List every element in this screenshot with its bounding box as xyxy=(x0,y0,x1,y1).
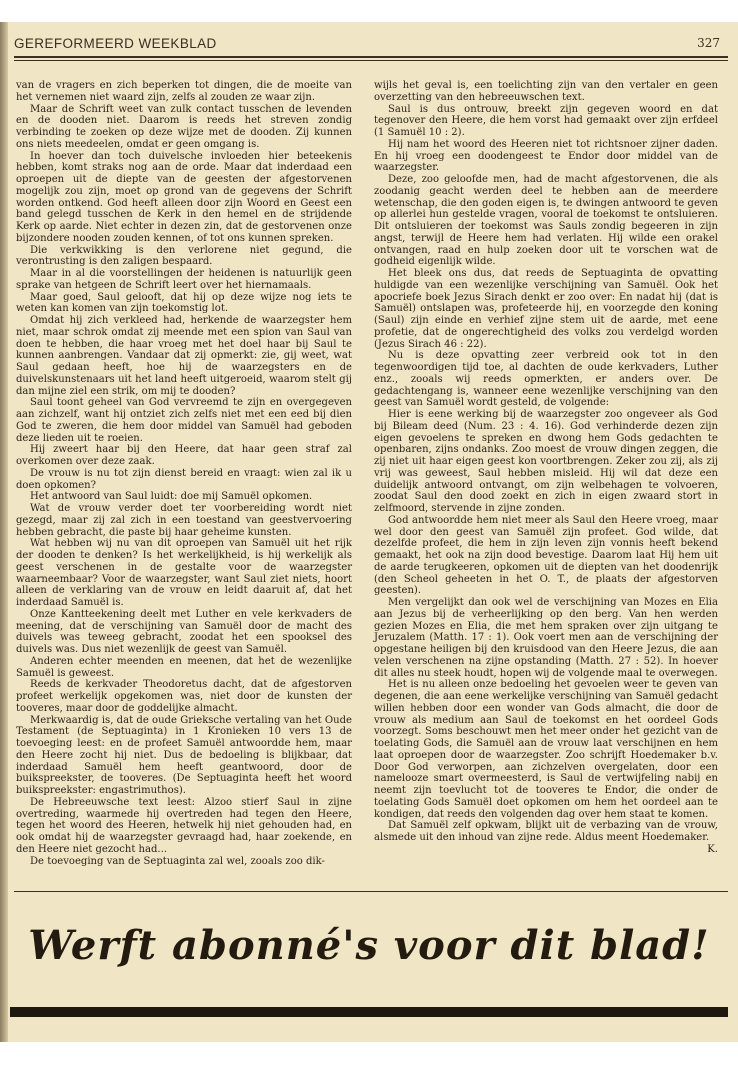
left-column xyxy=(16,80,352,867)
header-rule-thin xyxy=(14,60,728,61)
author-signature: K. xyxy=(707,843,718,855)
publication-title: GEREFORMEERD WEEKBLAD xyxy=(14,36,217,51)
paragraph: Merkwaardig is, dat de oude Grieksche vertaling van het Oude Testament (de Septuaginta) in 1 Kronieken 10 vers 13 de toevoeging leest: en de profeet Samuël antwoordde hem, maar den Heere zocht hij niet. Dus de bedoeling is blijkbaar, dat inderdaad Samuël hem heeft geantwoord, door de buikspreekster, de tooveres. (De Septuaginta heeft het woord buikspreekster: engastrimuthos). xyxy=(16,714,352,796)
paragraph: Maar goed, Saul gelooft, dat hij op deze wijze nog iets te weten kan komen van zijn toekomstig lot. xyxy=(16,291,352,315)
paragraph: Wat de vrouw verder doet ter voorbereiding wordt niet gezegd, maar zij zal zich in een toestand van geestvervoering hebben gebracht, die paste bij haar geheime kunsten. xyxy=(16,503,352,538)
paragraph: Hij nam het woord des Heeren niet tot richtsnoer zijner daden. En hij vroeg een doodengeest te Endor door middel van de waarzegster. xyxy=(374,138,718,174)
footer-bar xyxy=(10,1007,728,1017)
page-binding-edge xyxy=(0,22,8,1042)
paragraph: van de vragers en zich beperken tot dingen, die de moeite van het vernemen niet waard zijn, zelfs al zouden ze waar zijn. xyxy=(16,80,352,103)
paragraph: Wat hebben wij nu van dit oproepen van Samuël uit het rijk der dooden te denken? Is het werkelijkheid, is hij werkelijk als geest verschenen in de gestalte voor de waarzegster waarneembaar? Voor de waarzegster, want Saul ziet niets, hoort alleen de verklaring van de vrouw en leidt daaruit af, dat het inderdaad Samuël is. xyxy=(16,538,352,608)
subscription-slogan: Werft abonné's voor dit blad! xyxy=(28,922,710,969)
paragraph: Saul toont geheel van God vervreemd te zijn en overgegeven aan zichzelf, want hij ontziet zich zelfs niet met een eed bij dien God te zweren, die hem door middel van Samuël had geboden deze lieden uit te roeien. xyxy=(16,397,352,444)
paragraph: De vrouw is nu tot zijn dienst bereid en vraagt: wien zal ik u doen opkomen? xyxy=(16,467,352,491)
paragraph: In hoever dan toch duivelsche invloeden hier beteekenis hebben, komt straks nog aan de orde. Maar dat inderdaad een oproepen uit de diepte van de geesten der afgestorvenen mogelijk zou zijn, moet op grond van de gegevens der Schrift worden ontkend. God heeft alleen door zijn Woord en Geest een band gelegd tusschen de Kerk in den hemel en de strijdende Kerk op aarde. Niet echter in dezen zin, dat de gestorvenen onze bijzondere nooden zouden kennen, of tot ons kunnen spreken. xyxy=(16,150,352,244)
paragraph: Dat Samuël zelf opkwam, blijkt uit de verbazing van de vrouw, alsmede uit den inhoud van zijne rede. Aldus meent Hoedemaker. xyxy=(374,820,718,843)
right-column xyxy=(374,80,718,856)
paragraph: Men vergelijkt dan ook wel de verschijning van Mozes en Elia aan Jezus bij de verheerlijking op den berg. Van hen werden gezien Mozes en Elia, die met hem spraken over zijn uitgang te Jeruzalem (Matth. 17 : 1). Ook voert men aan de verschijning der opgestane heiligen bij den kruisdood van den Heere Jezus, die aan velen verschenen na zijne opstanding (Matth. 27 : 52). In hoever dit alles nu steek houdt, hopen wij de volgende maal te overwegen. xyxy=(374,597,718,679)
paragraph: De toevoeging van de Septuaginta zal wel, zooals zoo dik- xyxy=(30,855,325,867)
paragraph: Maar de Schrift weet van zulk contact tusschen de levenden en de dooden niet. Daarom is reeds het streven zondig verbinding te zoeken op deze wijze met de dooden. Zij kunnen ons niets meedeelen, omdat er geen omgang is. xyxy=(16,103,352,150)
paragraph: Omdat hij zich verkleed had, herkende de waarzegster hem niet, maar schrok omdat zij meende met een spion van Saul van doen te hebben, die haar vroeg met het doel haar bij Saul te kunnen aanbrengen. Vandaar dat zij opmerkt: zie, gij weet, wat Saul gedaan heeft, hoe hij de waarzegsters en de duivelskunstenaars uit het land heeft uitgeroeid, waarom stelt gij dan mijne ziel een strik, om mij te dooden? xyxy=(16,315,352,397)
paragraph: Nu is deze opvatting zeer verbreid ook tot in den tegenwoordigen tijd toe, al dachten de oude kerkvaders, Luther enz., zooals wij reeds opmerkten, er anders over. De gedachtengang is, wanneer eene wezenlijke verschijning van den geest van Samuël wordt gesteld, de volgende: xyxy=(374,350,718,409)
paragraph: Anderen echter meenden en meenen, dat het de wezenlijke Samuël is geweest. xyxy=(16,655,352,679)
signature-line xyxy=(374,844,718,856)
paragraph: De Hebreeuwsche text leest: Alzoo stierf Saul in zijne overtreding, waarmede hij overtreden had tegen den Heere, tegen het woord des Heeren, hetwelk hij niet gehouden had, en ook omdat hij de waarzegster gevraagd had, haar zoekende, en den Heere niet gezocht had... xyxy=(16,796,352,855)
paragraph: Onze Kantteekening deelt met Luther en vele kerkvaders de meening, dat de verschijning van Samuël door de macht des duivels was teweeg gebracht, zoodat het een spooksel des duivels was. Dus niet wezenlijk de geest van Samuël. xyxy=(16,608,352,655)
paragraph: Deze, zoo geloofde men, had de macht afgestorvenen, die als zoodanig geacht werden deel te hebben aan de meerdere wetenschap, die den goden eigen is, te dwingen antwoord te geven op allerlei hun gestelde vragen, vooral de toekomst te ontsluieren. Dit ontsluieren der toekomst was Sauls zondig begeeren in zijn angst, terwijl de Heere hem had verlaten. Hij wilde een orakel ontvangen, raad en hulp zoeken door uit te vorschen wat de godheid eigenlijk wilde. xyxy=(374,174,718,268)
paragraph: Reeds de kerkvader Theodoretus dacht, dat de afgestorven profeet werkelijk opgekomen was, niet door de kunsten der tooveres, maar door de goddelijke almacht. xyxy=(16,679,352,714)
paragraph: Die verkwikking is den verlorene niet gegund, die verontrusting is den zaligen bespaard. xyxy=(16,244,352,268)
paragraph: Hier is eene werking bij de waarzegster zoo ongeveer als God bij Bileam deed (Num. 23 : 4. 16). God verhinderde dezen zijn eigen gevoelens te spreken en dwong hem Gods gedachten te openbaren, zijns ondanks. Zoo moest de vrouw dingen zeggen, die zij niet uit haar eigen geest kon voortbrengen. Zeker zou zij, als zij vrij was geweest, Saul hebben misleid. Hij wil dat deze een duidelijk antwoord ontvangt, om zijn welbehagen te volvoeren, zoodat Saul den dood zoekt en zich in eigen zwaard stort in zelfmoord, stervende in zijne zonden. xyxy=(374,409,718,514)
footer-rule xyxy=(14,891,728,892)
paragraph: God antwoordde hem niet meer als Saul den Heere vroeg, maar wel door den geest van Samuël zijn profeet. God wilde, dat dezelfde profeet, die hem in zijn leven zijn vonnis heeft bekend gemaakt, het ook na zijn dood bevestige. Daarom laat Hij hem uit de aarde terugkeeren, opkomen uit de diepten van het doodenrijk (den Scheol geheeten in het O. T., de plaats der afgestorven geesten). xyxy=(374,514,718,597)
header-rule-thick xyxy=(14,56,728,58)
paragraph: Het antwoord van Saul luidt: doe mij Samuël opkomen. xyxy=(30,491,313,503)
paragraph: Het is nu alleen onze bedoeling het gevoelen weer te geven van degenen, die aan eene werkelijke verschijning van Samuël gedacht willen hebben door een wonder van Gods almacht, die door de vrouw als medium aan Saul de toekomst en het oordeel Gods voorzegt. Soms beschouwt men het meer onder het gezicht van de toelating Gods, die Samuël aan de vrouw laat verschijnen en hem laat oproepen door de waarzegster. Zoo schrijft Hoedemaker b.v. Door God verworpen, aan zichzelven overgelaten, door een namelooze smart overmeesterd, is Saul de vertwijfeling nabij en neemt zijn toevlucht tot de tooveres te Endor, die onder de toelating Gods Samuël doet opkomen om hem het oordeel aan te kondigen, dat reeds den volgenden dag over hem staat te komen. xyxy=(374,679,718,820)
paragraph: Saul is dus ontrouw, breekt zijn gegeven woord en dat tegenover den Heere, die hem vorst had gemaakt over zijn erfdeel (1 Samuël 10 : 2). xyxy=(374,103,718,138)
page-header xyxy=(14,36,724,58)
paragraph: wijls het geval is, een toelichting zijn van den vertaler en geen overzetting van den hebreeuwschen text. xyxy=(374,80,718,103)
page-number: 327 xyxy=(697,36,720,50)
paragraph: Maar in al die voorstellingen der heidenen is natuurlijk geen sprake van hetgeen de Schrift leert over het hiernamaals. xyxy=(16,268,352,291)
paragraph: Hij zweert haar bij den Heere, dat haar geen straf zal overkomen over deze zaak. xyxy=(16,444,352,467)
magazine-page xyxy=(0,22,738,1042)
paragraph: Het bleek ons dus, dat reeds de Septuaginta de opvatting huldigde van een wezenlijke verschijning van Samuël. Ook het apocriefe boek Jezus Sirach denkt er zoo over: En nadat hij (dat is Samuël) ontslapen was, profeteerde hij, en voorzegde den koning (Saul) zijn einde en verhief zijne stem uit de aarde, met eene profetie, dat de ongerechtigheid des volks zou verdelgd worden (Jezus Sirach 46 : 22). xyxy=(374,268,718,350)
